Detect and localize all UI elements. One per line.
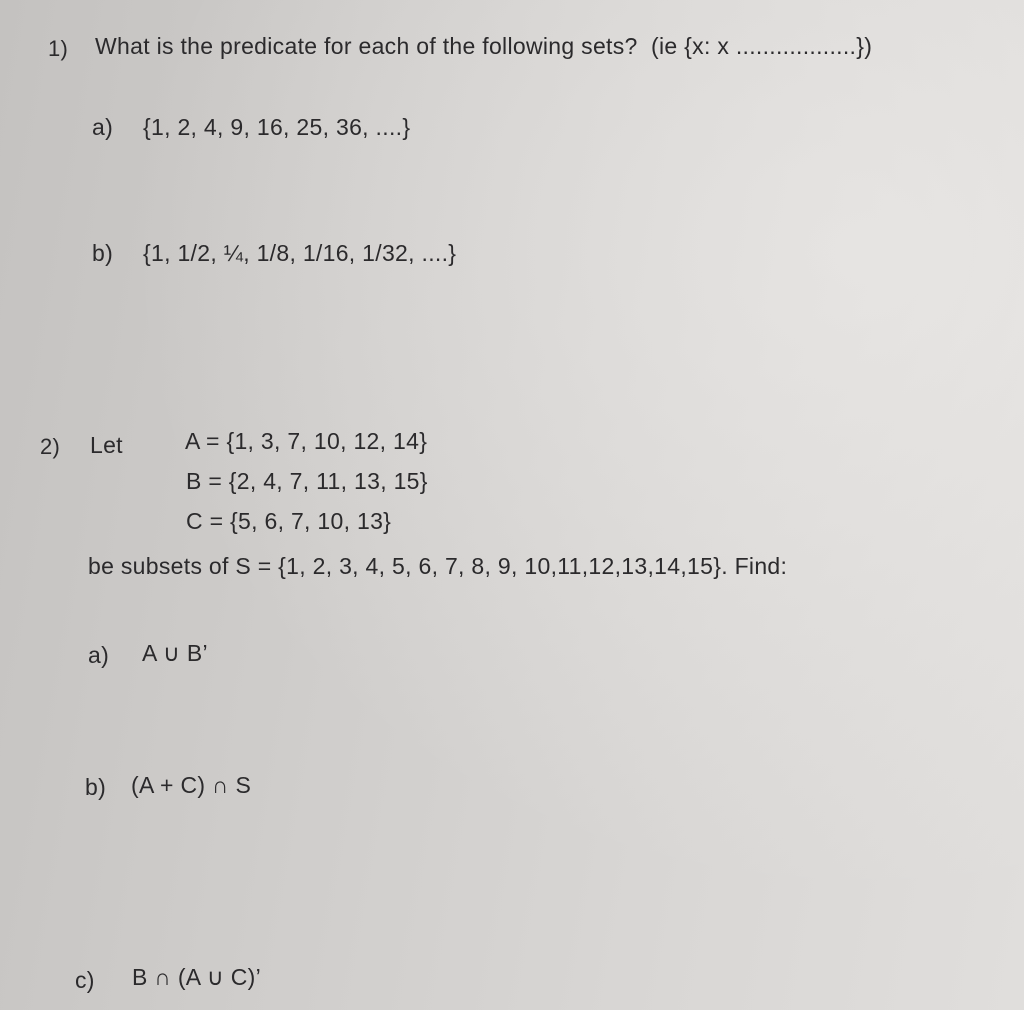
question-2a-expression: A ∪ B’	[142, 640, 208, 666]
question-1-prompt: What is the predicate for each of the following sets? (ie {x: x ..................})	[95, 33, 873, 59]
question-2b-expression: (A + C) ∩ S	[131, 772, 252, 798]
question-2a-label: a)	[88, 642, 110, 668]
question-1b-label: b)	[92, 240, 114, 266]
set-b-definition: B = {2, 4, 7, 11, 13, 15}	[186, 468, 428, 494]
question-2-number: 2)	[40, 434, 61, 459]
set-a-definition: A = {1, 3, 7, 10, 12, 14}	[185, 428, 428, 454]
question-1-number: 1)	[48, 36, 69, 61]
question-2-let: Let	[90, 432, 123, 458]
question-2c-expression: B ∩ (A ∪ C)’	[132, 964, 261, 990]
question-1a-label: a)	[92, 114, 114, 140]
question-1a-set: {1, 2, 4, 9, 16, 25, 36, ....}	[143, 114, 411, 140]
question-1b-set: {1, 1/2, ¼, 1/8, 1/16, 1/32, ....}	[143, 240, 457, 266]
set-c-definition: C = {5, 6, 7, 10, 13}	[186, 508, 392, 534]
subsets-statement: be subsets of S = {1, 2, 3, 4, 5, 6, 7, 8, 9, 10,11,12,13,14,15}. Find:	[88, 553, 788, 579]
question-2c-label: c)	[75, 967, 95, 993]
question-2b-label: b)	[85, 774, 107, 800]
